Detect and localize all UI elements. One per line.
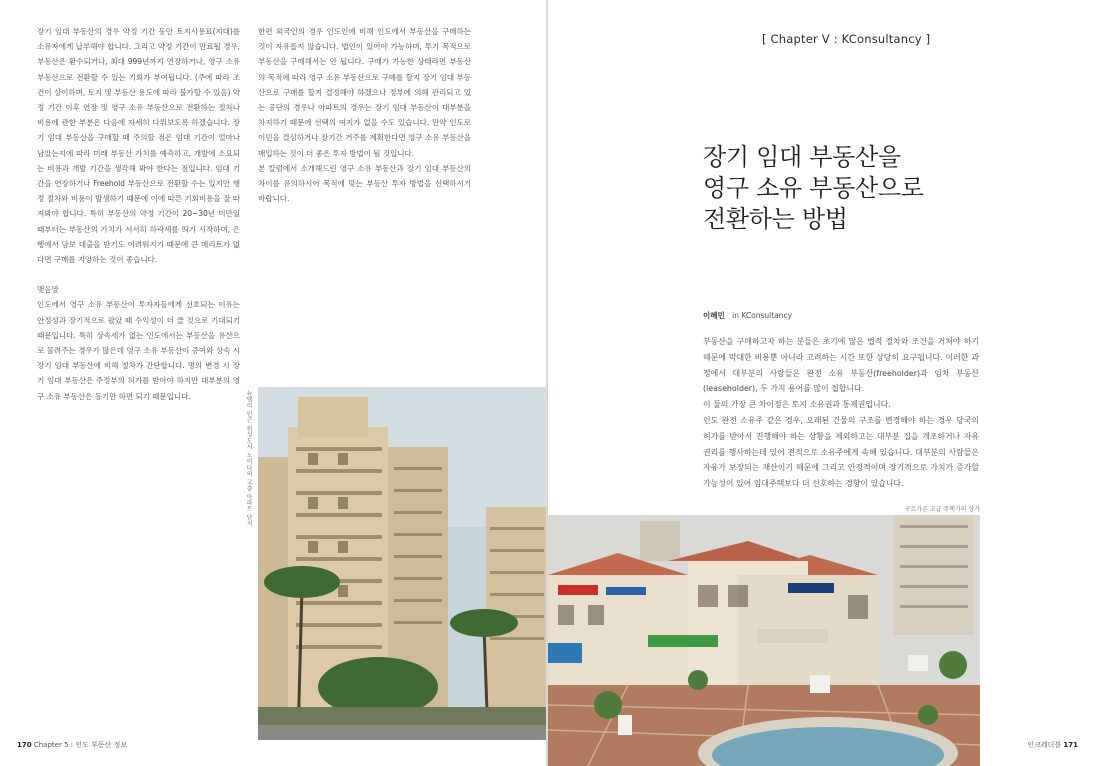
article-title	[703, 142, 924, 235]
left-column-1	[37, 24, 240, 404]
byline	[703, 310, 792, 321]
author-affiliation: in KConsultancy	[732, 311, 793, 320]
chapter-tag: [ Chapter Ⅴ : KConsultancy ]	[762, 32, 931, 46]
footer-section: Chapter 5 : 인도 부동산 정보	[33, 741, 128, 749]
footer-section: 인크레더블	[1027, 741, 1062, 749]
photo-caption-vertical: 뉴델리 인근 위성도시 노이다의 고층 아파트 단지	[245, 390, 252, 527]
paragraph: 인도에서 영구 소유 부동산이 투자자들에게 선호되는 이유는 안정성과 장기적으로 팔았 때 수익성이 더 클 것으로 기대되기 때문입니다. 특히 상속세가 없는 인도에서는 부동산을 유산으로 물려주는 경우가 많은데 영구 소유 부동산이 증여와 상속 시 장기 임대 부동산에 비해 절차가 간단합니다. 명의 변경 시 장기 임대 부동산은 주정부의 허가를 받아야 하지만 대부분의 영구 소유 부동산은 등기만 하면 되기 때문입니다.	[37, 300, 240, 401]
page-footer-left	[17, 740, 127, 750]
page-footer-right	[1027, 740, 1078, 750]
title-line: 전환하는 방법	[703, 205, 848, 233]
apartment-photo	[258, 387, 548, 740]
paragraph: 한편 외국인의 경우 인도인에 비해 인도에서 부동산을 구매하는 것이 자유롭지 않습니다. 법인이 있어야 가능하며, 투기 목적으로 부동산을 구매해서는 안 됩니다. 구매가 가능한 상태라면 부동산의 목적에 따라 영구 소유 부동산으로 구매를 할지 장기 임대 부동산으로 구매를 할지 결정해야 하겠으나 정부에 의해 관리되고 있는 공단의 경우나 아파트의 경우는 장기 임대 부동산이 대부분을 차지하기 때문에 선택의 여지가 없을 수도 있습니다. 만약 인도로 이민을 결심하거나 장기간 거주를 계획한다면 영구 소유 부동산을 매입하는 것이 더 좋은 투자 방법이 될 것입니다.	[258, 27, 471, 158]
paragraph: 이 둘의 가장 큰 차이점은 토지 소유권과 통제권입니다.	[703, 400, 891, 410]
section-subhead: 맺음말	[37, 285, 59, 295]
paragraph: 부동산을 구매하고자 하는 분들은 초기에 많은 법적 절차와 조건을 거쳐야 하기 때문에 막대한 비용뿐 아니라 고려하는 시간 또한 상당히 요구됩니다. 이러한 과정에서 대부분의 사람들은 완전 소유 부동산(freeholder)과 임차 부동산(leaseholder), 두 가지 용어를 많이 접합니다.	[703, 337, 979, 394]
title-line: 영구 소유 부동산으로	[703, 174, 924, 202]
left-column-2	[258, 24, 471, 206]
paragraph: 장기 임대 부동산의 경우 약정 기간 동안 토지사용료(지대)를 소유자에게 납부해야 합니다. 그리고 약정 기간이 만료될 경우, 부동산은 환수되거나, 최대 999년까지 연장하거나, 영구 소유 부동산으로 전환할 수 있는 기회가 부여됩니다. (주에 따라 조건이 상이하며, 토지 및 부동산 용도에 따라 불가할 수 있음) 약정 기간 이후 연장 및 영구 소유 부동산으로 전환하는 절차나 비용에 관한 부분은 다음에 자세히 다뤄보도록 하겠습니다. 장기 임대 부동산을 구매할 때 주의할 점은 임대 기간이 얼마나 남았는지에 따라 미래 부동산 가치를 예측하고, 개발에 소요되는 비용과 개발 기간을 생각해 봐야 한다는 점입니다. 임대 기간을 연장하거나 Freehold 부동산으로 전환할 수는 있지만 행정 절차와 비용이 발생하기 때문에 이에 따른 기회비용을 잘 따져봐야 합니다. 특히 부동산의 약정 기간이 20~30년 미만일 때부터는 부동산의 가치가 서서히 하락세를 띄기 시작하며, 은행에서 담보 대출을 받기도 어려워지기 때문에 큰 메리트가 없다면 구매를 지양하는 것이 좋습니다.	[37, 27, 240, 265]
article-body	[703, 334, 979, 492]
page-number: 170	[17, 741, 32, 749]
market-photo	[548, 515, 980, 766]
paragraph: 본 칼럼에서 소개해드린 영구 소유 부동산과 장기 임대 부동산의 차이를 유의하시어 목적에 맞는 부동산 투자 방법을 선택하시기 바랍니다.	[258, 163, 471, 204]
paragraph: 인도 완전 소유주 같은 경우, 오래된 건물의 구조를 변경해야 하는 경우 당국의 허가를 받아서 진행해야 하는 상황을 제외하고는 대부분 집을 개조하거나 자유 권리를 행사하는데 있어 전적으로 소유주에게 속해 있습니다. 대부분의 사람들은 자유가 보장되는 재산이기 때문에 그리고 안정적이며 장기적으로 가치가 증가할 가능성이 있어 임대주택보다 더 선호하는 경향이 있습니다.	[703, 415, 979, 489]
page-number: 171	[1063, 741, 1078, 749]
author-name: 이혜민	[703, 311, 725, 320]
photo-caption: 구르가온 고급 주택가의 상가	[904, 506, 980, 513]
title-line: 장기 임대 부동산을	[703, 143, 901, 171]
